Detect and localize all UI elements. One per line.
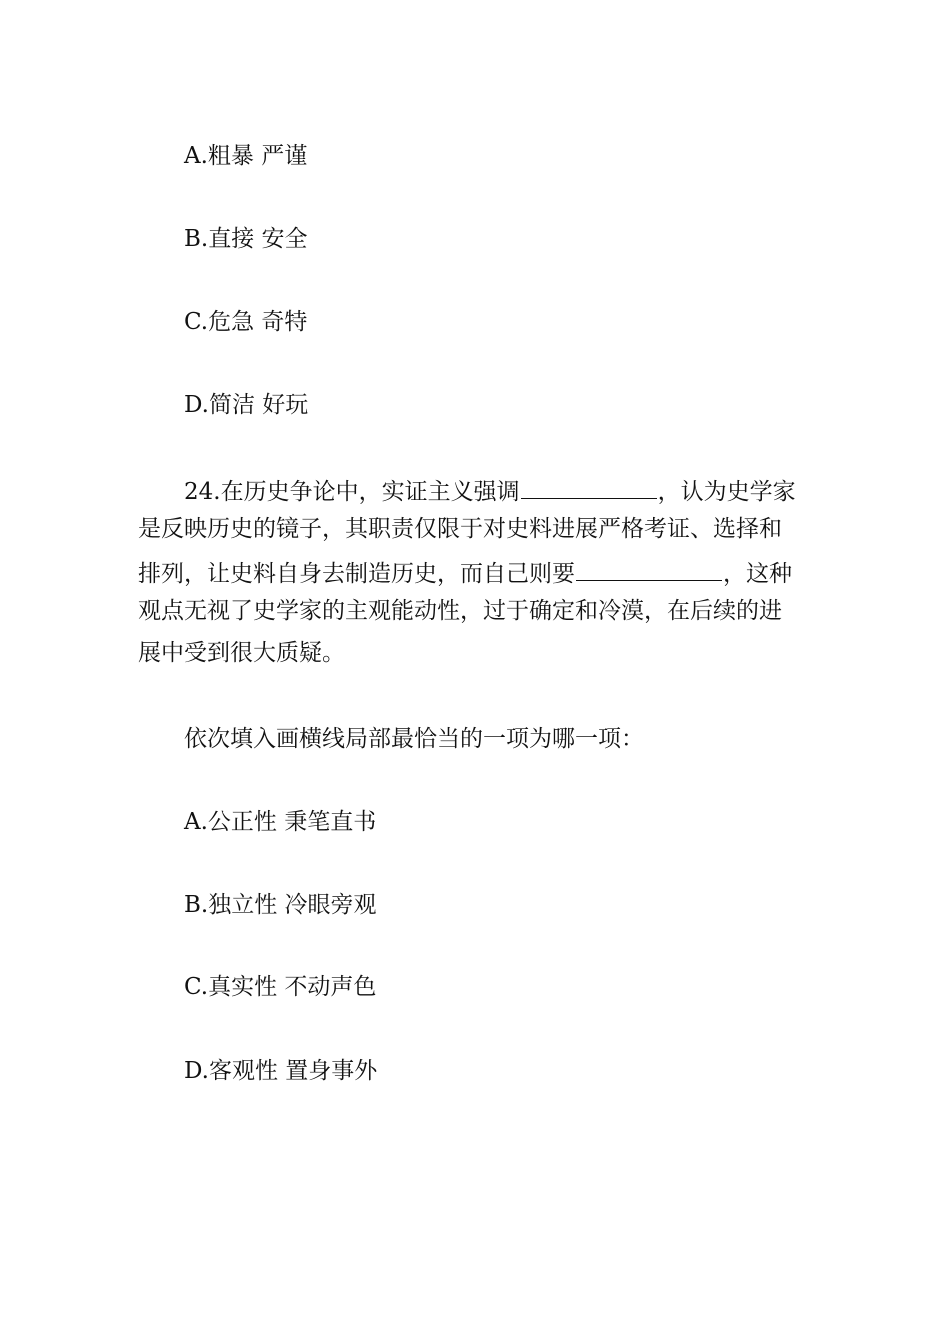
option-text: 公正性 秉笔直书 — [207, 809, 377, 835]
q24-option-c — [184, 973, 376, 1001]
option-text: 独立性 冷眼旁观 — [208, 892, 377, 918]
q24-text: ，认为史学家 — [657, 479, 796, 505]
option-text: 简洁 好玩 — [208, 392, 309, 418]
q23-option-a — [184, 142, 307, 170]
q24-text: ，这种 — [723, 561, 792, 587]
option-letter: B. — [184, 226, 209, 252]
option-text: 粗暴 严谨 — [207, 143, 308, 169]
option-letter: A. — [184, 143, 208, 169]
q23-option-c — [184, 308, 307, 336]
option-text: 客观性 置身事外 — [208, 1058, 378, 1084]
option-letter: D. — [184, 392, 209, 418]
option-text: 真实性 不动声色 — [208, 974, 377, 1000]
q24-text: 24.在历史争论中，实证主义强调 — [184, 479, 520, 505]
q23-option-d — [184, 391, 308, 419]
option-letter: A. — [184, 809, 208, 835]
q24-option-a — [184, 808, 376, 836]
option-letter: B. — [184, 892, 209, 918]
q24-line-1 — [184, 474, 796, 506]
q24-option-d — [184, 1057, 377, 1085]
q24-line-3 — [138, 556, 792, 588]
option-text: 直接 安全 — [208, 226, 308, 252]
option-text: 危急 奇特 — [208, 309, 308, 335]
fill-blank-1 — [521, 474, 657, 499]
fill-blank-2 — [576, 556, 722, 581]
q24-line-4: 观点无视了史学家的主观能动性，过于确定和冷漠，在后续的进 — [138, 598, 782, 624]
q24-text: 排列，让史料自身去制造历史，而自己则要 — [138, 561, 575, 587]
q24-line-2: 是反映历史的镜子，其职责仅限于对史料进展严格考证、选择和 — [138, 516, 782, 542]
q24-line-5: 展中受到很大质疑。 — [138, 640, 345, 666]
q23-option-b — [184, 225, 308, 253]
option-letter: C. — [184, 309, 209, 335]
q24-prompt: 依次填入画横线局部最恰当的一项为哪一项： — [184, 726, 644, 752]
option-letter: D. — [184, 1058, 209, 1084]
q24-option-b — [184, 891, 377, 919]
option-letter: C. — [184, 974, 209, 1000]
